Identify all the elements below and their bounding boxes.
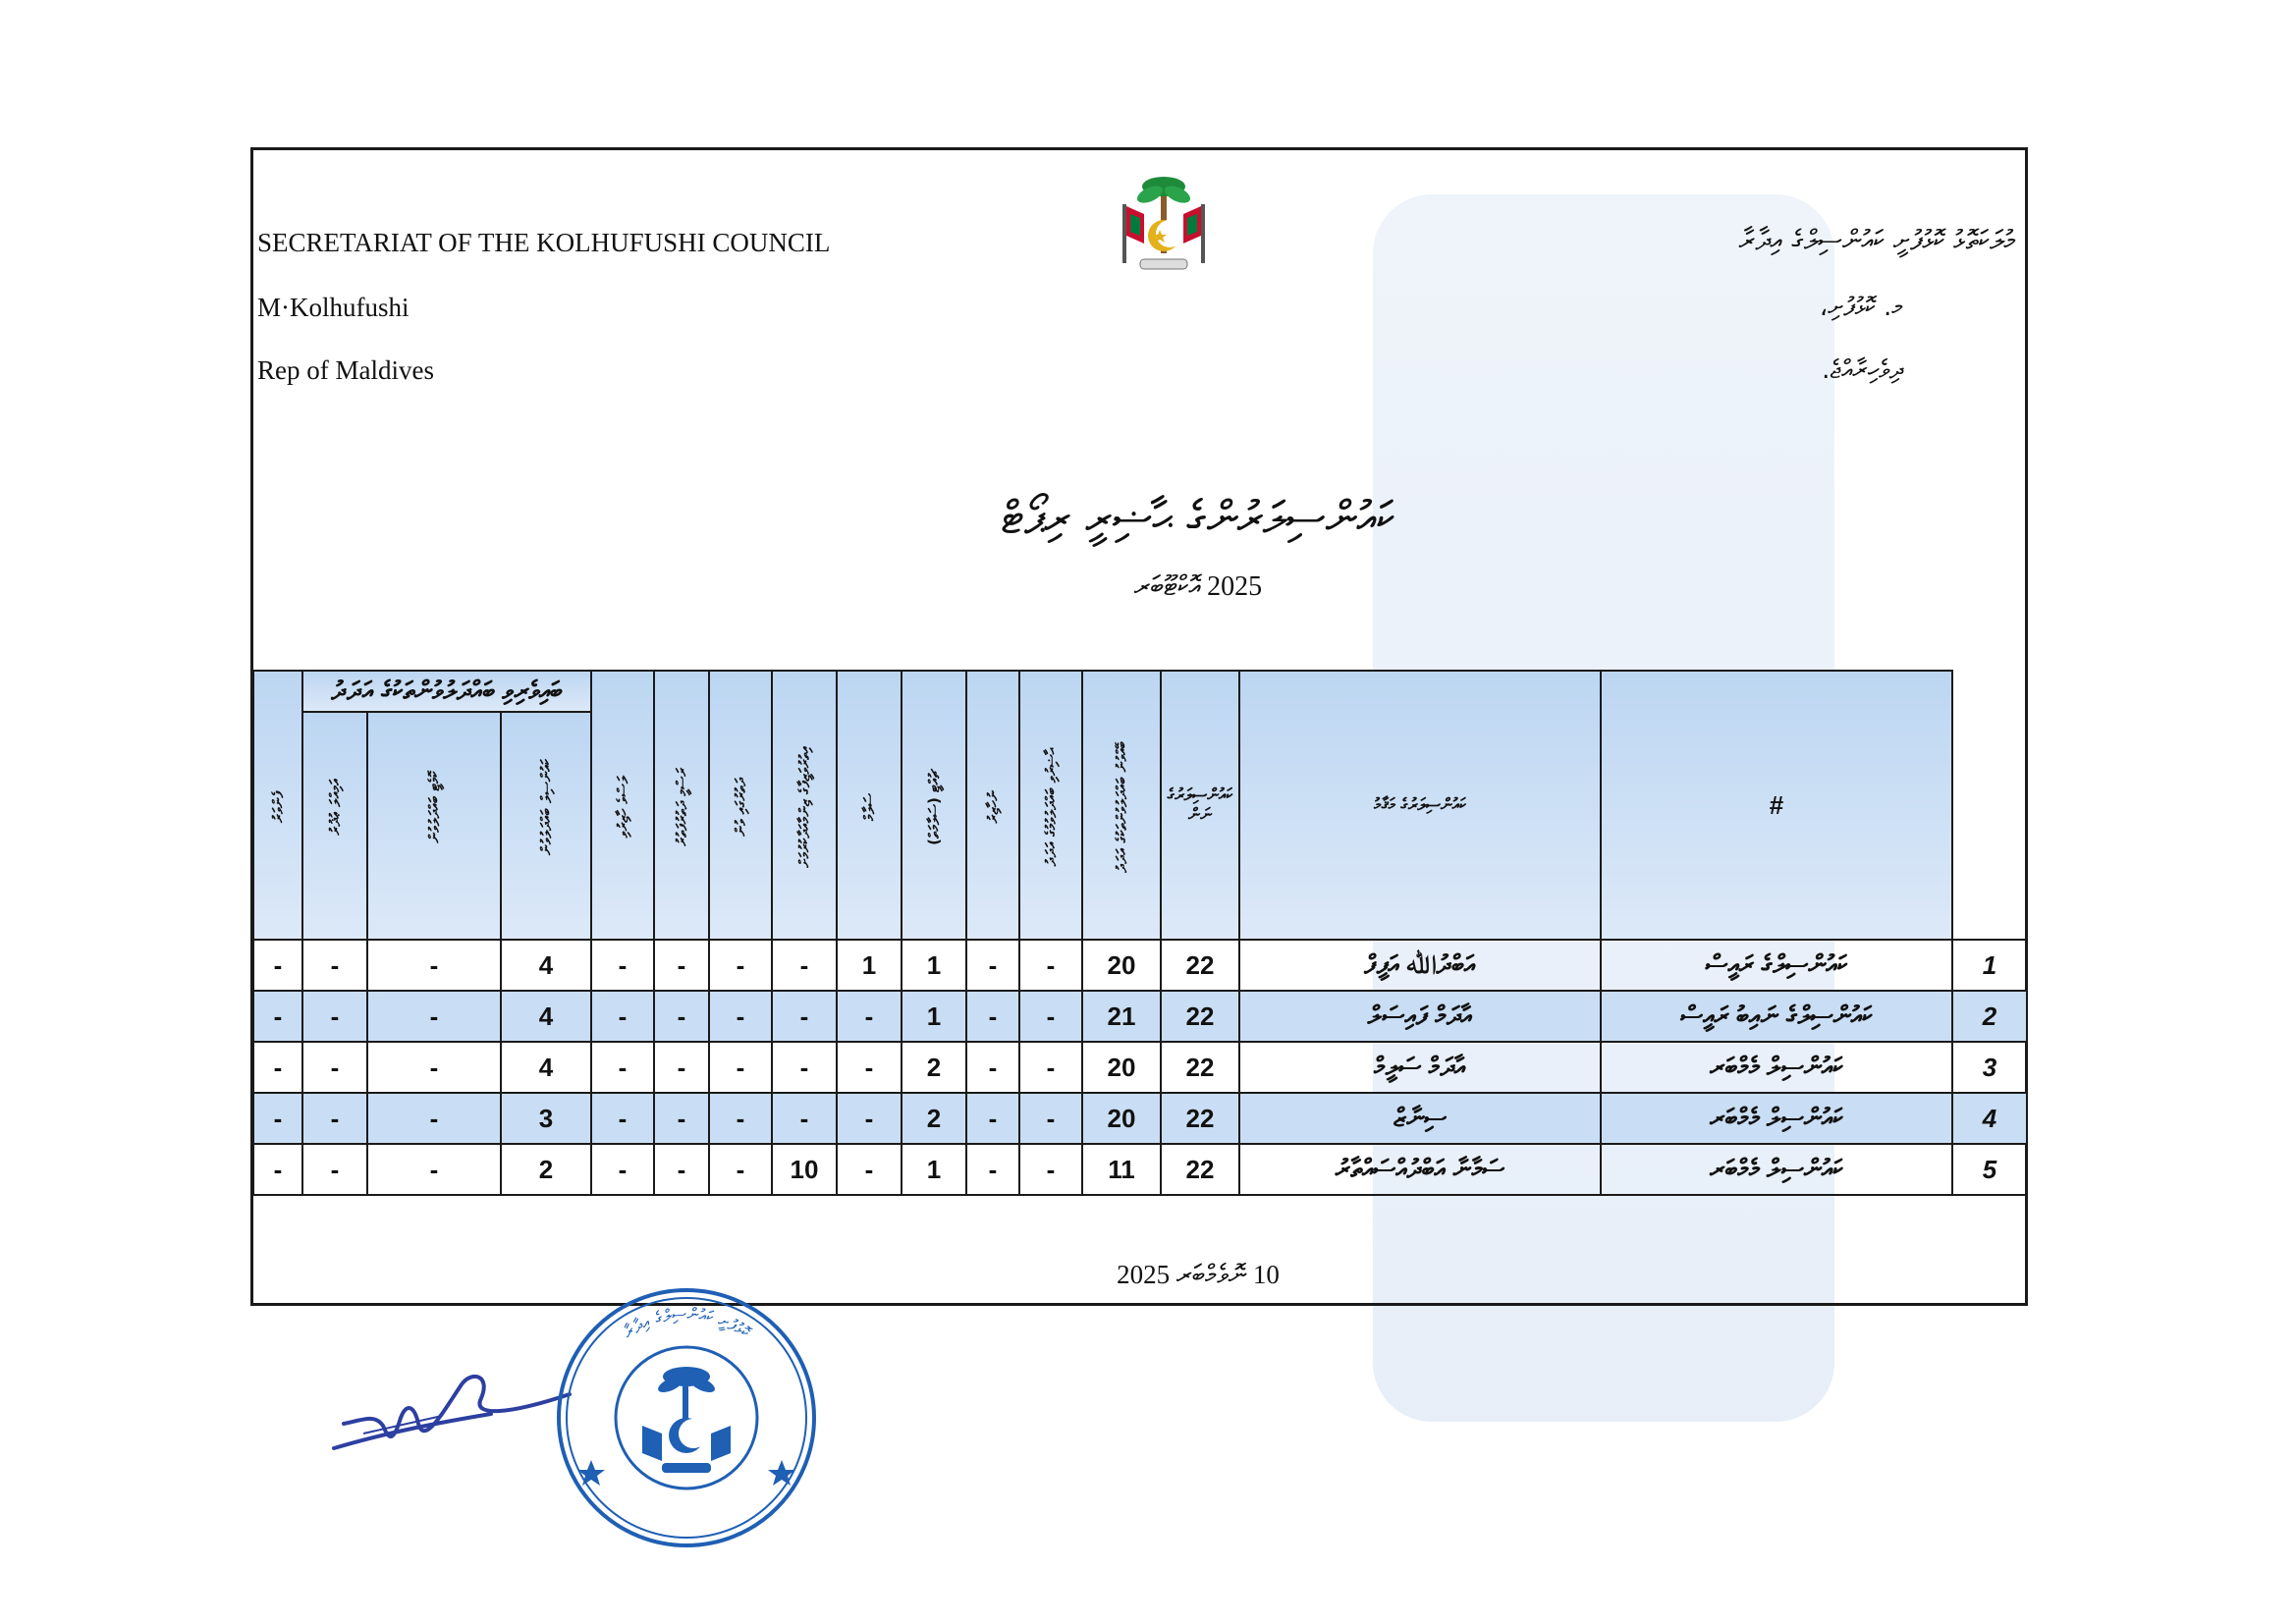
table-cell: 22 (1161, 1144, 1239, 1195)
col-header-councillor-name: ކައުންސިލަރުގެ ނަން (1161, 671, 1239, 940)
table-cell: - (367, 1144, 501, 1195)
table-cell: - (966, 1144, 1019, 1195)
table-cell: 2 (501, 1144, 591, 1195)
row-number: 5 (1952, 1144, 2027, 1195)
table-row (253, 1042, 2027, 1093)
table-cell: 1 (902, 940, 966, 991)
table-cell: 11 (1082, 1144, 1161, 1195)
table-cell: - (1019, 991, 1082, 1042)
row-number: 3 (1952, 1042, 2027, 1093)
footer-date: 10 ނޮވެމްބަރ 2025 (1117, 1260, 1280, 1289)
councillor-name: އަބްދުﷲ އަފީފް (1239, 940, 1601, 991)
col-header-personal (302, 712, 367, 940)
table-cell: - (709, 1093, 772, 1144)
table-cell: - (302, 1144, 367, 1195)
table-cell: - (302, 1093, 367, 1144)
table-cell: - (772, 1093, 837, 1144)
secretariat-name-en: SECRETARIAT OF THE KOLHUFUSHI COUNCIL (257, 228, 831, 257)
table-cell: - (367, 991, 501, 1042)
table-cell: - (1019, 1042, 1082, 1093)
row-number: 4 (1952, 1093, 2027, 1144)
table-cell: - (253, 1144, 302, 1195)
table-cell: - (654, 991, 709, 1042)
table-cell: - (1019, 940, 1082, 991)
table-cell: - (591, 991, 654, 1042)
table-cell: - (591, 1093, 654, 1144)
col-header-late (591, 671, 654, 940)
column-header-text: އަމިއްލަ ޢުޛުރު (326, 779, 344, 836)
row-number: 2 (1952, 991, 2027, 1042)
table-cell: 22 (1161, 1042, 1239, 1093)
table-row (253, 940, 2027, 991)
col-header-councillor-role: ކައުންސިލަރުގެ މަޤާމު (1239, 671, 1601, 940)
table-cell: - (837, 991, 902, 1042)
column-header-text: ފެންވަރު (269, 791, 287, 824)
table-cell: 20 (1082, 1093, 1161, 1144)
col-header-absent (966, 671, 1019, 940)
table-cell: - (966, 940, 1019, 991)
councillor-name: އާދަމް ފައިސަލް (1239, 991, 1601, 1042)
table-row (253, 1093, 2027, 1144)
table-cell: 2 (902, 1093, 966, 1144)
column-header-text: ކައުންސިލް ބައްދަލުވުން (537, 759, 555, 855)
col-header-council (501, 712, 591, 940)
column-header-text: ލަސްވެ ހާޒިރުވި (614, 776, 631, 839)
attendance-table (252, 670, 2028, 1196)
table-cell: - (772, 1042, 837, 1093)
table-cell: - (654, 1144, 709, 1195)
table-cell: 22 (1161, 991, 1239, 1042)
col-header-rank (253, 671, 302, 940)
table-cell: 1 (902, 1144, 966, 1195)
seal-text: ކޮޅުފުށީ ކައުންސިލްގެ އިދާރާ (620, 1304, 754, 1343)
island-name-en: M·Kolhufushi (257, 293, 410, 322)
col-header-travel (709, 671, 772, 940)
table-cell: 10 (772, 1144, 837, 1195)
table-cell: 22 (1161, 940, 1239, 991)
table-cell: 4 (501, 991, 591, 1042)
column-header-text: ދަތުރުގައި ވުން (732, 778, 749, 837)
table-cell: - (591, 1144, 654, 1195)
table-cell: - (709, 1144, 772, 1195)
col-header-attended (1019, 671, 1082, 940)
column-header-text: ނުހާޒިރު (984, 790, 1002, 824)
table-cell: - (837, 1042, 902, 1093)
table-cell: - (772, 940, 837, 991)
table-cell: - (654, 1042, 709, 1093)
table-cell: - (1019, 1144, 1082, 1195)
table-cell: - (367, 940, 501, 991)
table-cell: - (302, 940, 367, 991)
table-cell: - (302, 1042, 367, 1093)
col-header-committee (367, 712, 501, 940)
table-cell: - (709, 940, 772, 991)
official-seal-icon (552, 1278, 821, 1557)
table-row (253, 1144, 2027, 1195)
table-cell: - (654, 1093, 709, 1144)
signature-icon (324, 1355, 579, 1473)
table-cell: 4 (501, 940, 591, 991)
councillor-role: ކައުންސިލް މެމްބަރ (1601, 1144, 1952, 1195)
table-cell: - (654, 940, 709, 991)
table-cell: - (709, 1042, 772, 1093)
councillor-name: ސިނާޒް (1239, 1093, 1601, 1144)
column-header-text: ޙާޟިރުވި ބައްދަލުވުމުގެ އަދަދު (1042, 747, 1060, 867)
country-name-dv: ދިވެހިރާއްޖެ. (1822, 355, 1903, 385)
row-number: 1 (1952, 940, 2027, 991)
table-cell: - (367, 1093, 501, 1144)
table-cell: 4 (501, 1042, 591, 1093)
table-cell: - (1019, 1093, 1082, 1144)
table-cell: - (837, 1093, 902, 1144)
column-header-text: އިތުރުވަޒީފާގެ ޒިންމާއަދާކުރުމަށް (795, 746, 813, 868)
report-period: 2025 އޮކްޓޫބަރ (1133, 571, 1263, 602)
table-row (253, 991, 2027, 1042)
table-cell: - (367, 1042, 501, 1093)
councillor-name: އާދަމް ސަލީމް (1239, 1042, 1601, 1093)
column-header-text: ޗުއްޓީ (ސަލާމަތް) (925, 769, 943, 845)
report-title: ކައުންސިލަރުންގެ ޙާޟިރީ ރިޕޯޓް (1001, 491, 1395, 544)
column-header-text: ރަސްމީ ދަތުރުފަތުރު (673, 768, 690, 846)
table-cell: 20 (1082, 940, 1161, 991)
column-header-text: ކޮމެޓީ ބައްދަލުވުން (425, 771, 443, 843)
councillor-role: ކައުންސިލް މެމްބަރ (1601, 1093, 1952, 1144)
col-group-meetings-attended: ބައިވެރިވި ބައްދަލުވުންތަކުގެ އަދަދު (302, 671, 591, 712)
table-cell: - (709, 991, 772, 1042)
table-cell: - (591, 1042, 654, 1093)
svg-text:ކޮޅުފުށީ ކައުންސިލްގެ އިދާރާ (620, 1305, 754, 1344)
table-cell: - (837, 1144, 902, 1195)
councillor-name: ސަމާނާ އަބްދުއްސައްތާރު (1239, 1144, 1601, 1195)
table-cell: - (253, 940, 302, 991)
table-cell: 20 (1082, 1042, 1161, 1093)
table-cell: 22 (1161, 1093, 1239, 1144)
table-cell: 3 (501, 1093, 591, 1144)
table-cell: - (966, 1042, 1019, 1093)
island-name-dv: މ. ކޮޅުފުށި، (1819, 293, 1903, 322)
col-header-number: # (1601, 671, 1952, 940)
country-name-en: Rep of Maldives (257, 355, 434, 385)
secretariat-name-dv: މުލަކަތޮޅު ކޮޅުފުށީ ކައުންސިލްގެ އިދާރާ (1738, 224, 2015, 256)
councillor-role: ކައުންސިލް މެމްބަރ (1601, 1042, 1952, 1093)
column-header-text: ބޭއްވުނު ބައްދަލުވުންތަކުގެ އަދަދު (1113, 741, 1130, 873)
table-cell: - (253, 1093, 302, 1144)
table-cell: - (253, 991, 302, 1042)
state-emblem-icon (1105, 165, 1223, 291)
table-cell: - (253, 1042, 302, 1093)
column-header-text: ސަލާމް (860, 793, 878, 821)
table-cell: 21 (1082, 991, 1161, 1042)
table-cell: - (966, 991, 1019, 1042)
col-header-meetings-held (1082, 671, 1161, 940)
table-cell: - (966, 1093, 1019, 1144)
councillor-role: ކައުންސިލްގެ ނައިބު ރައީސް (1601, 991, 1952, 1042)
table-cell: 2 (902, 1042, 966, 1093)
table-cell: - (591, 940, 654, 991)
col-header-official-travel (654, 671, 709, 940)
table-cell: - (302, 991, 367, 1042)
col-header-leave (902, 671, 966, 940)
col-header-extra-duty (772, 671, 837, 940)
councillor-role: ކައުންސިލްގެ ރައީސް (1601, 940, 1952, 991)
col-header-salaam (837, 671, 902, 940)
table-cell: 1 (902, 991, 966, 1042)
table-cell: 1 (837, 940, 902, 991)
table-cell: - (772, 991, 837, 1042)
